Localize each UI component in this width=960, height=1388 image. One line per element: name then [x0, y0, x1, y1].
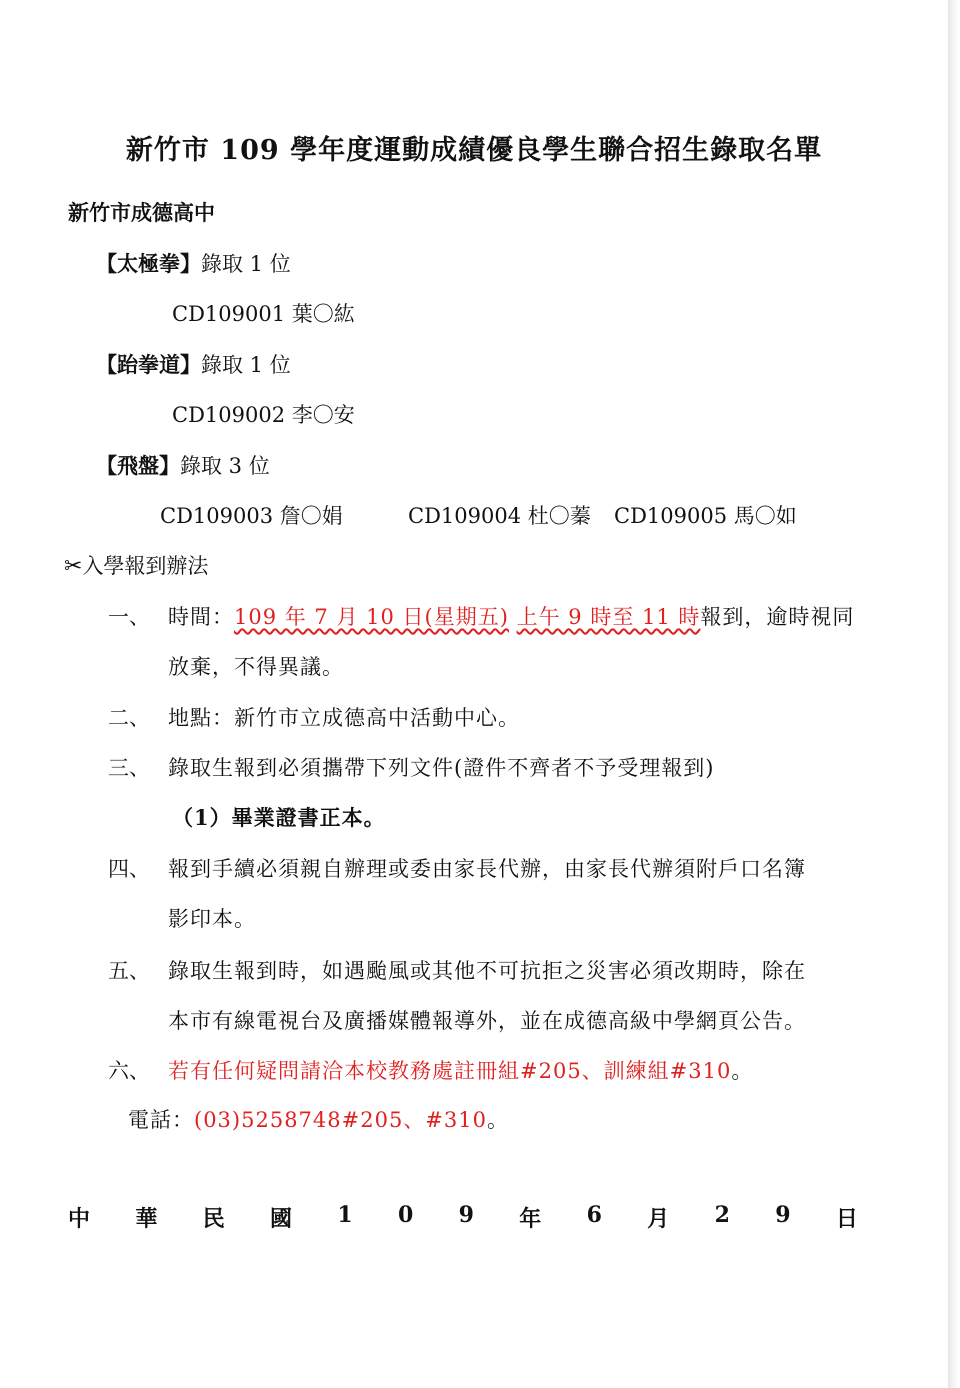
item-weather-line2: 本市有線電視台及廣播媒體報導外，並在成德高級中學網頁公告。 [168, 1009, 806, 1033]
contact-end: 。 [731, 1059, 754, 1083]
item-number: 二、 [108, 706, 150, 730]
category-admit-count: 錄取 1 位 [201, 353, 291, 377]
contact-text: 若有任何疑問請洽本校教務處註冊組#205、訓練組#310 [168, 1059, 732, 1083]
item-number: 三、 [108, 756, 150, 780]
date-char: 月 [647, 1206, 670, 1232]
date-char: 6 [586, 1202, 602, 1228]
category-name: 【太極拳】 [96, 251, 201, 276]
item-number: 四、 [108, 857, 150, 881]
category-name: 【跆拳道】 [96, 352, 201, 377]
item-documents: 錄取生報到必須攜帶下列文件(證件不齊者不予受理報到) [168, 756, 715, 780]
scissors-icon: ✂ [64, 554, 83, 579]
date-char: 9 [458, 1202, 474, 1228]
phone-label: 電話： [128, 1108, 194, 1132]
item-procedure-line2: 影印本。 [168, 907, 256, 931]
document-date [68, 1202, 858, 1233]
phone-line [128, 1104, 509, 1134]
registration-heading [64, 550, 208, 580]
item-contact [168, 1055, 753, 1085]
school-name: 新竹市成德高中 [68, 200, 215, 225]
category-taekwondo [96, 349, 291, 379]
item-time [168, 601, 854, 631]
item-weather: 錄取生報到時，如遇颱風或其他不可抗拒之災害必須改期時，除在 [168, 959, 806, 983]
page-edge-shadow [948, 0, 960, 1388]
item-number: 五、 [108, 959, 150, 983]
item-location: 地點：新竹市立成德高中活動中心。 [168, 706, 520, 730]
category-admit-count: 錄取 1 位 [201, 252, 291, 276]
date-char: 0 [398, 1202, 414, 1228]
date-char: 民 [202, 1206, 225, 1232]
date-char: 年 [519, 1206, 542, 1232]
phone-end: 。 [487, 1108, 509, 1132]
item-number: 六、 [108, 1059, 150, 1083]
category-name: 【飛盤】 [96, 453, 180, 478]
date-char: 華 [135, 1206, 158, 1232]
item-procedure: 報到手續必須親自辦理或委由家長代辦，由家長代辦須附戶口名簿 [168, 857, 806, 881]
time-suffix: 報到，逾時視同 [700, 605, 855, 629]
time-date: 109 年 7 月 10 日(星期五) [234, 605, 509, 629]
date-char: 國 [270, 1206, 293, 1232]
student-entry: CD109002 李〇安 [172, 403, 355, 427]
item-documents-sub: （1）畢業證書正本。 [172, 805, 386, 830]
time-prefix: 時間： [168, 605, 234, 629]
student-entry: CD109004 杜〇蓁 [408, 504, 591, 528]
student-entry: CD109001 葉〇紘 [172, 302, 355, 326]
time-hours: 上午 9 時至 11 時 [516, 605, 701, 629]
registration-heading-text: 入學報到辦法 [82, 554, 209, 578]
category-taichi [96, 248, 291, 278]
category-admit-count: 錄取 3 位 [180, 454, 270, 478]
category-frisbee [96, 450, 270, 480]
phone-number: (03)5258748#205、#310 [194, 1108, 487, 1132]
student-entry: CD109003 詹〇娟 [160, 504, 343, 528]
date-char: 2 [714, 1202, 730, 1228]
item-number: 一、 [108, 605, 150, 629]
item-time-line2: 放棄，不得異議。 [168, 655, 344, 679]
date-char: 9 [775, 1202, 791, 1228]
date-char: 中 [68, 1206, 91, 1232]
student-entry: CD109005 馬〇如 [614, 504, 797, 528]
date-char: 1 [337, 1202, 353, 1228]
document-title: 新竹市 109 學年度運動成績優良學生聯合招生錄取名單 [125, 135, 823, 166]
date-char: 日 [835, 1206, 858, 1232]
